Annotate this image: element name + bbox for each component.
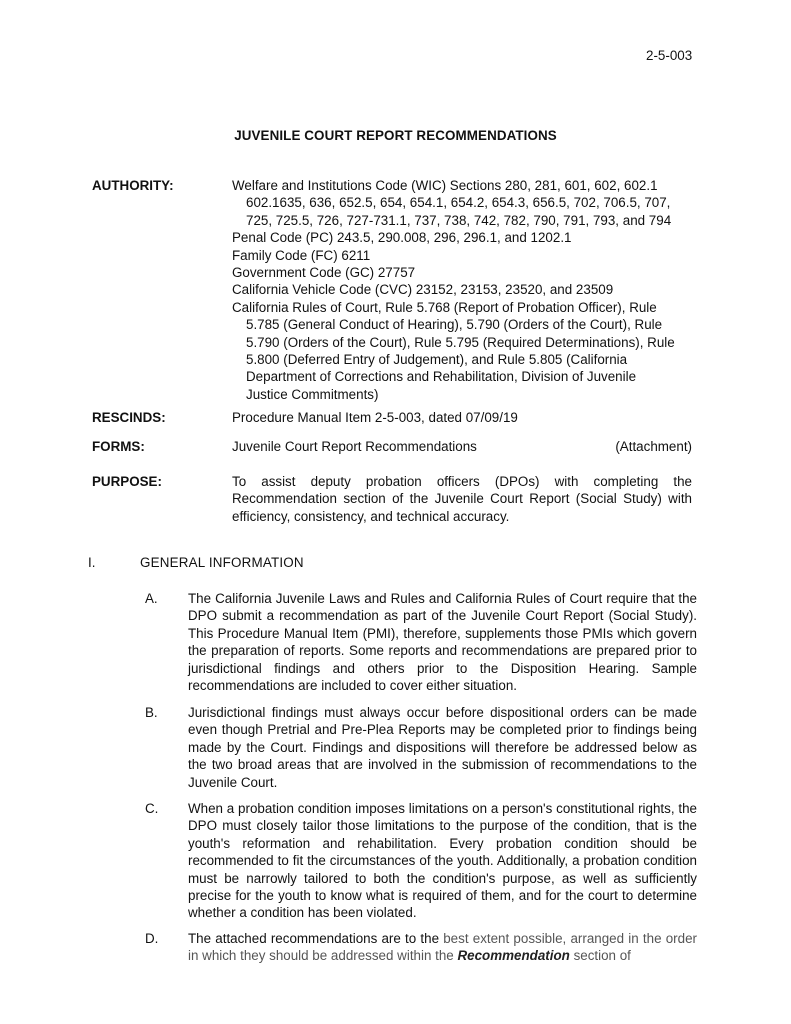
rescinds-text: Procedure Manual Item 2-5-003, dated 07/09/19 — [232, 410, 518, 425]
authority-list — [232, 177, 692, 403]
paragraph-text-end: section of — [573, 948, 631, 964]
authority-line: Government Code (GC) 27757 — [232, 265, 416, 281]
authority-line: 5.790 (Orders of the Court), Rule 5.795 (Required Determinations), Rule — [246, 334, 675, 350]
authority-line: Department of Corrections and Rehabilitation, Division of Juvenile — [246, 369, 637, 385]
authority-label: AUTHORITY: — [92, 178, 174, 193]
forms-label: FORMS: — [92, 439, 145, 454]
rescinds-block — [92, 409, 692, 426]
section-title: GENERAL INFORMATION — [140, 555, 304, 570]
authority-line: 5.785 (General Conduct of Hearing), 5.790 (Orders of the Court), Rule — [246, 317, 663, 333]
authority-line: Justice Commitments) — [246, 386, 379, 402]
authority-line: California Rules of Court, Rule 5.768 (Report of Probation Officer), Rule — [232, 299, 657, 315]
paragraph-label: B. — [145, 705, 158, 720]
paragraph-text-start: The attached recommendations are to the — [188, 931, 440, 946]
paragraph-text: When a probation condition imposes limitations on a person's constitutional rights, the DPO must closely tailor those limitations to the purpose of the condition, that is the youth's reformation and rehabilitation. Every probation condition should be recommended to fit the circumstances of the youth. Additionally, a probation condition must be narrowly tailored to both the condition's purpose, as well as sufficiently precise for the youth to know what is required of them, and for the court to determine whether a condition has been violated. — [188, 801, 697, 921]
paragraph-label: A. — [145, 591, 158, 606]
paragraph-label: C. — [145, 801, 159, 816]
forms-block — [92, 438, 692, 455]
paragraph-c — [145, 800, 697, 922]
purpose-label: PURPOSE: — [92, 474, 162, 489]
paragraph-a — [145, 590, 697, 694]
attachment-note: (Attachment) — [615, 439, 692, 454]
paragraph-text — [188, 930, 697, 965]
paragraph-text-faint: best extent possible, arranged in the order in which they should be addressed within the — [188, 931, 697, 964]
authority-line: Family Code (FC) 6211 — [232, 247, 371, 263]
page-number: 2-5-003 — [646, 48, 693, 63]
document-title: JUVENILE COURT REPORT RECOMMENDATIONS — [234, 128, 557, 143]
authority-line: California Vehicle Code (CVC) 23152, 23153, 23520, and 23509 — [232, 282, 614, 298]
section-number: I. — [88, 555, 96, 570]
recommendation-emphasis: Recommendation — [457, 948, 570, 964]
authority-line: 5.800 (Deferred Entry of Judgement), and Rule 5.805 (California — [246, 352, 628, 368]
purpose-block — [92, 473, 692, 525]
paragraph-label: D. — [145, 931, 159, 946]
authority-line: Penal Code (PC) 243.5, 290.008, 296, 296.1, and 1202.1 — [232, 230, 572, 246]
authority-block — [92, 177, 692, 403]
purpose-text: To assist deputy probation officers (DPOs) with completing the Recommendation section of the Juvenile Court Report (Social Study) with efficiency, consistency, and technical accuracy. — [232, 474, 692, 524]
authority-line: 602.1635, 636, 652.5, 654, 654.1, 654.2, 654.3, 656.5, 702, 706.5, 707, — [246, 195, 671, 211]
forms-link[interactable]: Juvenile Court Report Recommendations — [232, 439, 477, 454]
paragraph-d — [145, 930, 697, 965]
paragraph-text: Jurisdictional findings must always occur before dispositional orders can be made even though Pretrial and Pre-Plea Reports may be completed prior to findings being made by the Court. Findings and dispositions will therefore be addressed below as the two broad areas that are involved in the submission of recommendations to the Juvenile Court. — [188, 705, 697, 790]
rescinds-label: RESCINDS: — [92, 410, 166, 425]
authority-line: 725, 725.5, 726, 727-731.1, 737, 738, 742, 782, 790, 791, 793, and 794 — [246, 212, 672, 228]
paragraph-text: The California Juvenile Laws and Rules and California Rules of Court require that the DPO submit a recommendation as part of the Juvenile Court Report (Social Study). This Procedure Manual Item (PMI), therefore, supplements those PMIs which govern the preparation of reports. Some reports and recommendations are prepared prior to jurisdictional findings and others prior to the Disposition Hearing. Sample recommendations are included to cover either situation. — [188, 591, 697, 694]
authority-line: Welfare and Institutions Code (WIC) Sections 280, 281, 601, 602, 602.1 — [232, 178, 658, 193]
paragraph-b — [145, 704, 697, 791]
